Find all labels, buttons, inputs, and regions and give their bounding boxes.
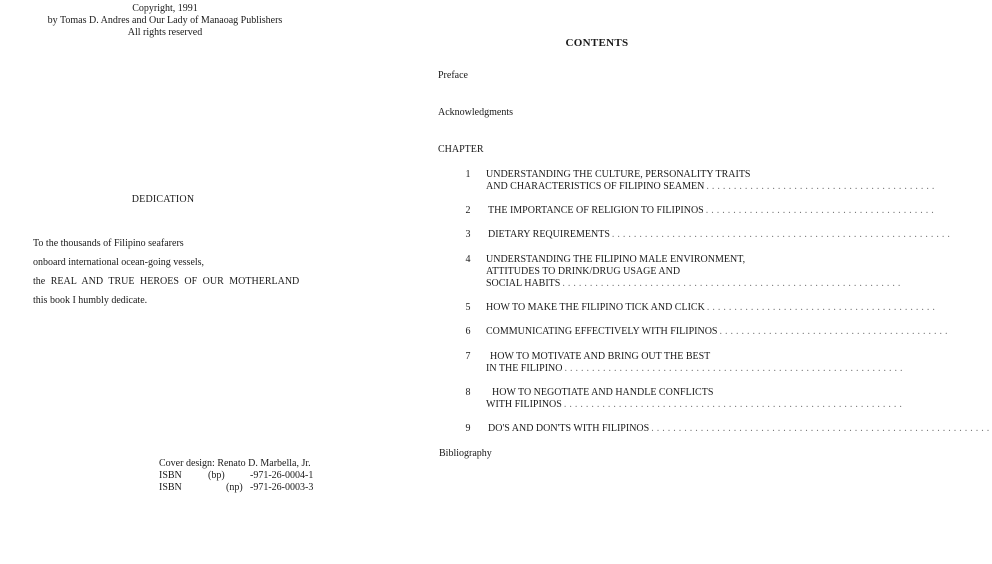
chapter-title: [486, 169, 938, 193]
chapter-title-line: THE IMPORTANCE OF RELIGION TO FILIPINOS: [488, 205, 704, 216]
isbn-label: ISBN: [159, 482, 182, 493]
dot-leader: ..........................................: [705, 205, 937, 216]
publisher-line: by Tomas D. Andres and Our Lady of Manaoag Publishers: [47, 15, 283, 26]
toc-chapter-label: CHAPTER: [438, 144, 484, 155]
chapter-number: 1: [465, 169, 471, 180]
dot-leader: ..............................................................: [564, 363, 906, 374]
toc-chapter-7: [438, 351, 906, 391]
chapter-title: [488, 205, 937, 217]
chapter-title-line: DIETARY REQUIREMENTS: [488, 229, 610, 240]
chapter-number: 3: [465, 229, 471, 240]
chapter-title-line: HOW TO MOTIVATE AND BRING OUT THE BEST: [490, 351, 711, 362]
chapter-title-line: WITH FILIPINOS: [486, 399, 562, 410]
chapter-title: [486, 387, 905, 411]
copyright-line: Copyright, 1991: [132, 3, 198, 14]
isbn-number: -971-26-0003-3: [250, 482, 314, 493]
chapter-number: 7: [465, 351, 471, 362]
dot-leader: ..............................................................: [562, 278, 904, 289]
chapter-title-line: DO'S AND DON'TS WITH FILIPINOS: [488, 423, 650, 434]
chapter-number: 5: [465, 302, 471, 313]
chapter-title-line: AND CHARACTERISTICS OF FILIPINO SEAMEN: [486, 181, 705, 192]
dot-leader: ..........................................: [706, 302, 938, 313]
dedication-line: To the thousands of Filipino seafarers: [33, 238, 184, 249]
chapter-title-line: IN THE FILIPINO: [486, 363, 563, 374]
right-page: [374, 0, 992, 564]
chapter-title: [486, 302, 938, 314]
rights-line: All rights reserved: [127, 27, 203, 38]
chapter-title-line: COMMUNICATING EFFECTIVELY WITH FILIPINOS: [486, 326, 718, 337]
dot-leader: ..............................................................: [651, 423, 992, 434]
chapter-title: [486, 326, 951, 338]
toc-chapter-1: [438, 169, 938, 209]
isbn-number: -971-26-0004-1: [250, 470, 314, 481]
chapter-title-line: HOW TO NEGOTIATE AND HANDLE CONFLICTS: [492, 387, 714, 398]
dedication-heading: DEDICATION: [131, 194, 195, 205]
chapter-title-line: HOW TO MAKE THE FILIPINO TICK AND CLICK: [486, 302, 705, 313]
dot-leader: ..............................................................: [611, 229, 953, 240]
chapter-title: [488, 423, 992, 435]
credits-block: [159, 458, 339, 494]
chapter-number: 8: [465, 387, 471, 398]
dot-leader: ..........................................: [719, 326, 951, 337]
contents-title: CONTENTS: [565, 37, 629, 49]
chapter-number: 6: [465, 326, 471, 337]
toc-preface: Preface: [438, 70, 468, 81]
isbn-row: [159, 470, 339, 482]
toc-bibliography: Bibliography: [439, 448, 492, 459]
left-page: [0, 0, 374, 564]
chapter-title-line: SOCIAL HABITS: [486, 278, 561, 289]
dot-leader: ..........................................: [706, 181, 938, 192]
chapter-number: 9: [465, 423, 471, 434]
dot-leader: ..............................................................: [563, 399, 905, 410]
isbn-type: (bp): [208, 470, 225, 481]
isbn-row: [159, 482, 339, 494]
chapter-title-line: UNDERSTANDING THE CULTURE, PERSONALITY TRAITS: [486, 169, 751, 180]
chapter-title: [486, 351, 906, 375]
chapter-title: [488, 229, 953, 241]
dedication-line: the REAL AND TRUE HEROES OF OUR MOTHERLAND: [33, 276, 300, 287]
isbn-type: (np): [226, 482, 243, 493]
chapter-title-line: ATTITUDES TO DRINK/DRUG USAGE AND: [486, 266, 681, 277]
chapter-number: 2: [465, 205, 471, 216]
dedication-line: this book I humbly dedicate.: [33, 295, 148, 306]
chapter-title: [486, 254, 904, 290]
isbn-label: ISBN: [159, 470, 182, 481]
toc-acknowledgments: Acknowledgments: [438, 107, 513, 118]
dedication-body: [33, 237, 333, 313]
dedication-line: onboard international ocean-going vessels,: [33, 257, 205, 268]
cover-design-credit: Cover design: Renato D. Marbella, Jr.: [159, 458, 311, 469]
chapter-title-line: UNDERSTANDING THE FILIPINO MALE ENVIRONMENT,: [486, 254, 746, 265]
chapter-number: 4: [465, 254, 471, 265]
toc-chapter-8: [438, 387, 905, 427]
copyright-block: [0, 3, 330, 39]
toc-chapter-4: [438, 254, 904, 294]
